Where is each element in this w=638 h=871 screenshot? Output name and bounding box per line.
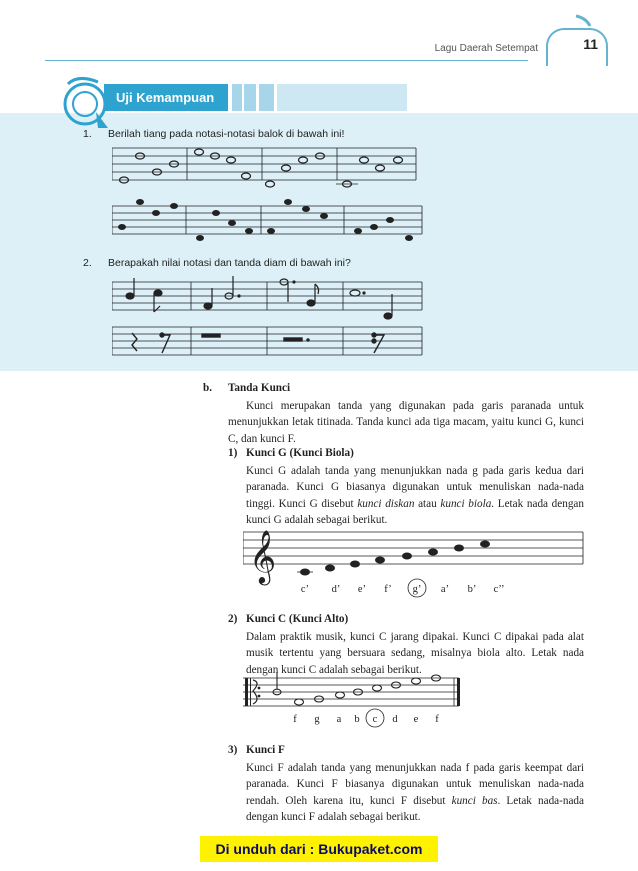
kunci-g-note-label: f’ <box>384 584 392 595</box>
kunci-g-note-label: c’ <box>300 584 310 595</box>
q1-staff-2 <box>112 198 424 244</box>
kunci-c-number: 2) <box>228 613 238 625</box>
kunci-c-staff <box>243 672 463 740</box>
treble-clef-icon: 𝄞 <box>249 531 277 582</box>
q1-staff-1 <box>112 146 418 194</box>
title-tab <box>277 84 407 111</box>
section-b-label: b. <box>203 382 213 394</box>
music-note-icon <box>572 14 594 40</box>
download-banner-text[interactable]: Di unduh dari : Bukupaket.com <box>215 841 423 857</box>
kunci-c-note-label: f <box>293 714 297 725</box>
q2-rest-values-staff <box>112 323 424 363</box>
kunci-g-title: Kunci G (Kunci Biola) <box>246 447 354 459</box>
q1-text: Berilah tiang pada notasi-notasi balok di bawah ini! <box>108 128 345 140</box>
kunci-g-number: 1) <box>228 447 238 459</box>
kunci-g-text: Kunci G adalah tanda yang menunjukkan nada g pada garis kedua dari paranada. Kunci G biasanya digunakan untuk menuliskan nada-nada tinggi. Kunci G disebut kunci diskan atau kunci biola. Letak nada dengan kunci G adalah sebagai berikut. <box>246 465 584 526</box>
kunci-c-note-label: c <box>372 714 378 725</box>
kunci-c-note-label: g <box>314 714 320 725</box>
kunci-g-note-label: g’ <box>412 584 422 595</box>
kunci-c-note-label: b <box>354 714 360 725</box>
kunci-c-title: Kunci C (Kunci Alto) <box>246 613 349 625</box>
running-title: Lagu Daerah Setempat <box>434 43 538 54</box>
q2-text: Berapakah nilai notasi dan tanda diam di bawah ini? <box>108 257 351 269</box>
q2-number: 2. <box>83 257 92 269</box>
kunci-g-note-label: e’ <box>357 584 367 595</box>
kunci-f-title: Kunci F <box>246 744 285 756</box>
title-tab <box>259 84 274 111</box>
header-rule <box>45 60 528 61</box>
kunci-c-text: Dalam praktik musik, kunci C jarang dipakai. Kunci C dipakai pada alat musik tertentu yang bersuara sedang, misalnya biola alto. Letak nada dengan kunci C adalah sebagai berikut. <box>246 631 584 676</box>
title-tab <box>244 84 256 111</box>
kunci-c-note-label: f <box>435 714 439 725</box>
kunci-f-text: Kunci F adalah tanda yang menunjukkan nada f pada garis keempat dari paranada. Kunci F biasanya digunakan untuk menuliskan nada-nada rendah. Oleh karena itu, kunci F disebut kunci bas. Letak nada-nada dengan kunci F adalah sebagai berikut. <box>246 762 584 823</box>
q2-note-values-staff <box>112 276 424 322</box>
kunci-g-staff <box>243 522 585 604</box>
section-b-intro: Kunci merupakan tanda yang digunakan pada garis paranada untuk menunjukkan letak titinada. Tanda kunci ada tiga macam, yaitu kunci G, kunci C, dan kunci F. <box>228 400 584 445</box>
kunci-c-note-label: d <box>392 714 398 725</box>
kunci-f-number: 3) <box>228 744 238 756</box>
kunci-c-note-label: e <box>413 714 419 725</box>
exercise-title: Uji Kemampuan <box>104 84 228 111</box>
page-number: 11 <box>583 36 598 52</box>
q1-number: 1. <box>83 128 92 140</box>
download-banner[interactable] <box>200 836 438 862</box>
kunci-g-note-label: d’ <box>331 584 341 595</box>
title-tab <box>232 84 242 111</box>
section-b-title: Tanda Kunci <box>228 382 291 394</box>
kunci-g-note-label: c’’ <box>493 584 505 595</box>
kunci-c-note-label: a <box>336 714 342 725</box>
kunci-g-note-label: a’ <box>440 584 450 595</box>
kunci-g-note-label: b’ <box>467 584 477 595</box>
